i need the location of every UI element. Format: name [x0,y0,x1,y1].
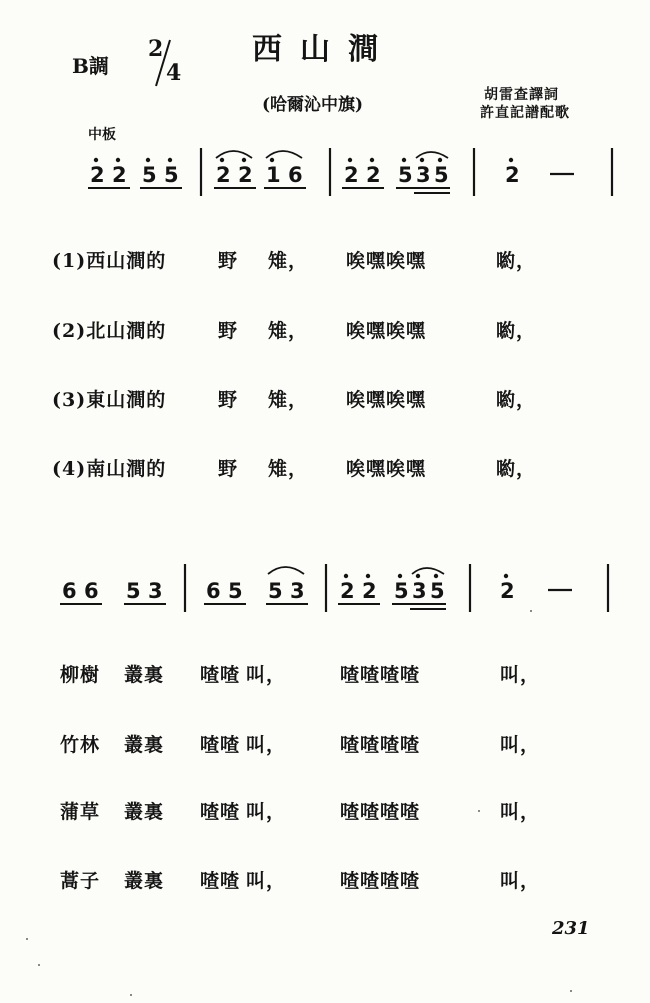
svg-text:2: 2 [344,163,359,187]
scan-speck [570,990,572,992]
svg-text:3: 3 [412,579,427,603]
svg-text:2: 2 [238,163,253,187]
svg-text:6: 6 [288,163,303,187]
lyric-cell: 野 [218,320,239,342]
scan-speck [38,964,40,966]
lyric-cell: 叫， [500,801,541,823]
measure-4 [505,158,574,187]
lyric-cell: 喳喳 [200,870,241,892]
svg-text:5: 5 [164,163,179,187]
svg-text:5: 5 [394,579,409,603]
notation-line-2 [0,556,650,626]
time-signature-top: 2 [148,36,164,62]
scan-speck [478,810,480,812]
lyric-cell: (4)南山澗的 [52,458,167,480]
credit-lyrics: 胡雷查譯詞 [484,87,559,103]
lyric-cell: 喲， [496,320,537,342]
lyric-cell: 唉嘿唉嘿 [346,320,427,342]
lyric-cell: 喳喳 [200,734,241,756]
svg-text:3: 3 [290,579,305,603]
song-title: 西山澗 [252,32,396,67]
lyric-cell: 雉， [268,458,309,480]
lyric-cell: 蒲草 [60,801,101,823]
lyric-cell: 喲， [496,389,537,411]
time-signature [146,36,182,90]
svg-text:2: 2 [112,163,127,187]
lyric-cell: 叢裏 [124,734,165,756]
svg-text:3: 3 [148,579,163,603]
svg-text:2: 2 [216,163,231,187]
svg-text:1: 1 [266,163,281,187]
svg-text:3: 3 [416,163,431,187]
lyric-cell: (1)西山澗的 [52,250,167,272]
lyric-cell: 叫， [500,870,541,892]
lyric-cell: (2)北山澗的 [52,320,167,342]
scan-speck [530,610,532,612]
lyric-cell: 唉嘿唉嘿 [346,250,427,272]
lyric-cell: 雉， [268,320,309,342]
measure-1 [88,158,182,188]
svg-text:2: 2 [500,579,515,603]
lyric-cell: 叫， [246,801,287,823]
measure-7 [338,568,446,609]
lyric-cell: 野 [218,250,239,272]
lyric-cell: 唉嘿唉嘿 [346,389,427,411]
lyric-cell: 叫， [500,664,541,686]
page-number: 231 [552,918,590,939]
lyric-cell: 雉， [268,250,309,272]
lyric-cell: 喳喳 [200,801,241,823]
svg-text:5: 5 [142,163,157,187]
lyric-cell: 叫， [246,734,287,756]
svg-text:2: 2 [505,163,520,187]
svg-text:5: 5 [398,163,413,187]
measure-8 [500,574,572,603]
svg-text:5: 5 [430,579,445,603]
svg-text:2: 2 [340,579,355,603]
lyric-cell: 野 [218,389,239,411]
lyric-cell: 喲， [496,458,537,480]
measure-6 [204,567,308,604]
lyric-cell: 雉， [268,389,309,411]
svg-text:5: 5 [228,579,243,603]
measure-2 [214,151,306,188]
svg-text:2: 2 [90,163,105,187]
lyric-cell: 叫， [246,870,287,892]
lyric-cell: 喳喳喳喳 [340,870,421,892]
lyric-cell: 叫， [246,664,287,686]
lyric-cell: 柳樹 [60,664,101,686]
notation-line-1 [0,140,650,210]
credit-music: 許直記譜配歌 [480,105,570,121]
lyric-cell: (3)東山澗的 [52,389,167,411]
scan-speck [130,994,132,996]
svg-text:6: 6 [62,579,77,603]
measure-3 [342,152,450,193]
svg-text:5: 5 [434,163,449,187]
lyric-cell: 喳喳 [200,664,241,686]
svg-text:5: 5 [268,579,283,603]
tempo-marking: 中板 [88,127,116,143]
lyric-cell: 竹林 [60,734,101,756]
lyric-cell: 喲， [496,250,537,272]
lyric-cell: 叢裏 [124,664,165,686]
measure-5 [60,579,166,604]
svg-text:5: 5 [126,579,141,603]
svg-text:6: 6 [84,579,99,603]
subtitle: (哈爾沁中旗) [262,95,364,115]
lyric-cell: 喳喳喳喳 [340,664,421,686]
key-signature: B調 [72,54,109,78]
svg-text:2: 2 [362,579,377,603]
lyric-cell: 叢裏 [124,870,165,892]
lyric-cell: 叫， [500,734,541,756]
svg-text:6: 6 [206,579,221,603]
time-signature-bottom: 4 [166,60,182,86]
svg-text:2: 2 [366,163,381,187]
lyric-cell: 喳喳喳喳 [340,801,421,823]
lyric-cell: 喳喳喳喳 [340,734,421,756]
lyric-cell: 野 [218,458,239,480]
lyric-cell: 蒿子 [60,870,101,892]
lyric-cell: 唉嘿唉嘿 [346,458,427,480]
lyric-cell: 叢裏 [124,801,165,823]
scan-speck [26,938,28,940]
